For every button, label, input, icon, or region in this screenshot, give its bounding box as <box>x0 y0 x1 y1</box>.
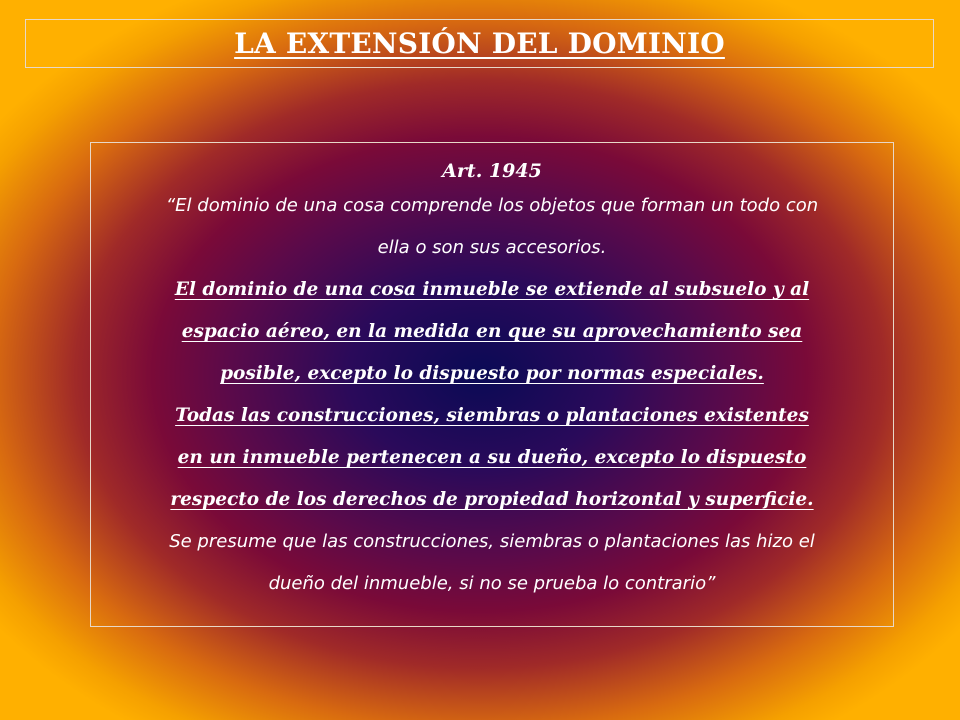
slide-title: LA EXTENSIÓN DEL DOMINIO <box>234 27 725 60</box>
paragraph-2-line-1: El dominio de una cosa inmueble se extiende al subsuelo y al <box>174 279 810 300</box>
paragraph-4-line-2: dueño del inmueble, si no se prueba lo contrario” <box>268 573 716 594</box>
paragraph-2-line-3: posible, excepto lo dispuesto por normas especiales. <box>220 363 764 384</box>
paragraph-3-line-2: en un inmueble pertenecen a su dueño, excepto lo dispuesto <box>177 447 807 468</box>
paragraph-3-line-3: respecto de los derechos de propiedad horizontal y superficie. <box>170 489 814 510</box>
paragraph-2-line-2: espacio aéreo, en la medida en que su aprovechamiento sea <box>181 321 803 342</box>
paragraph-4-line-1: Se presume que las construcciones, siembras o plantaciones las hizo el <box>169 531 815 552</box>
paragraph-3-line-1: Todas las construcciones, siembras o plantaciones existentes <box>175 405 809 426</box>
article-text-box <box>90 142 894 627</box>
paragraph-1-line-1: “El dominio de una cosa comprende los objetos que forman un todo con <box>165 195 819 216</box>
article-heading: Art. 1945 <box>442 160 542 182</box>
paragraph-1-line-2: ella o son sus accesorios. <box>377 237 607 258</box>
title-box <box>25 19 934 68</box>
